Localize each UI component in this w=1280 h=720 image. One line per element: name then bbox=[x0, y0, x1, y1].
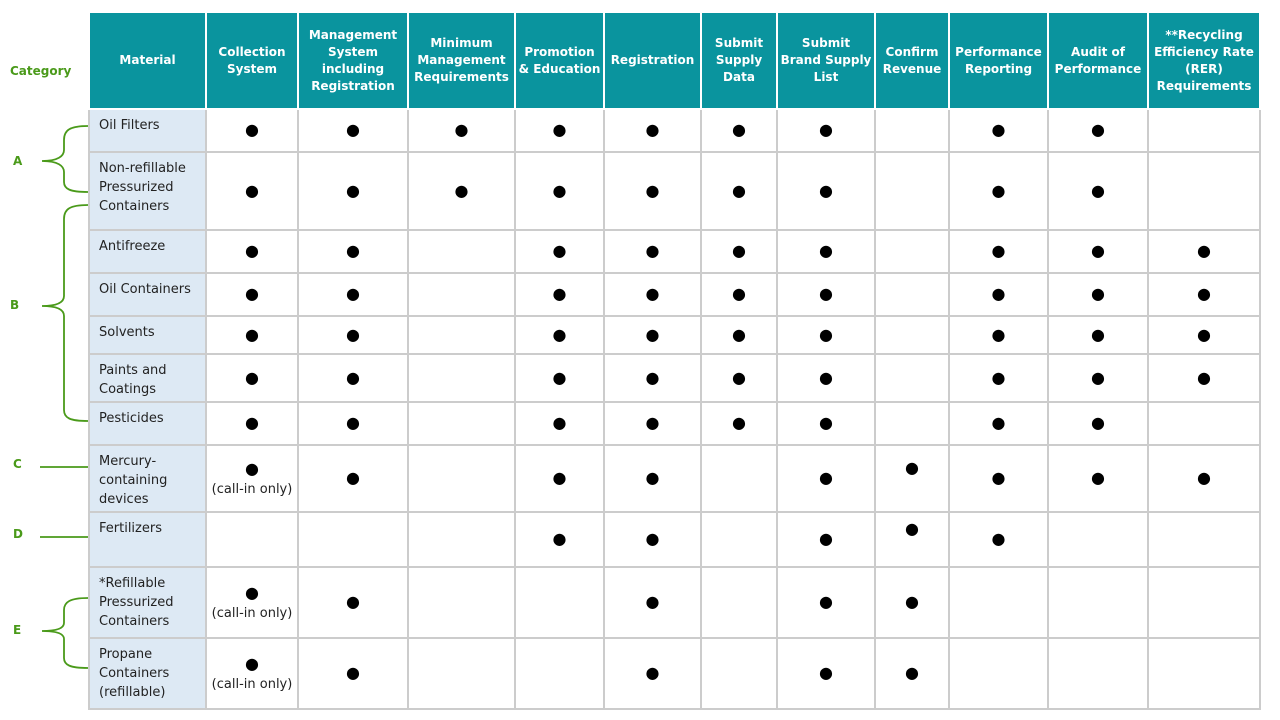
requirement-cell bbox=[875, 402, 949, 445]
category-d-label: D bbox=[13, 527, 23, 541]
bullet-icon: ● bbox=[346, 367, 360, 387]
column-header-7: Submit Brand Supply List bbox=[777, 12, 875, 109]
bullet-icon: ● bbox=[346, 120, 360, 139]
requirement-cell bbox=[515, 230, 604, 273]
requirement-cell bbox=[949, 273, 1048, 316]
bullet-icon: ● bbox=[645, 413, 660, 432]
requirement-cell bbox=[604, 152, 701, 230]
material-name: Oil Containers bbox=[89, 273, 206, 316]
bullet-icon: ● bbox=[346, 180, 360, 200]
requirement-cell bbox=[701, 152, 777, 230]
bullet-icon: ● bbox=[991, 180, 1006, 200]
requirement-cell bbox=[701, 567, 777, 638]
table-row bbox=[89, 445, 1260, 512]
requirement-cell bbox=[949, 230, 1048, 273]
requirement-cell bbox=[949, 445, 1048, 512]
requirement-cell bbox=[604, 316, 701, 354]
header-row bbox=[89, 12, 1260, 109]
bullet-icon: ● bbox=[645, 241, 660, 260]
bullet-icon: ● bbox=[1091, 468, 1105, 487]
table-row bbox=[89, 567, 1260, 638]
requirement-cell bbox=[875, 230, 949, 273]
material-name: Mercury-containing devices bbox=[89, 445, 206, 512]
bullet-icon: ● bbox=[346, 413, 360, 432]
requirement-cell bbox=[1148, 402, 1260, 445]
material-requirements-table bbox=[88, 11, 1261, 710]
bullet-icon: ● bbox=[1091, 120, 1105, 139]
bullet-icon: ● bbox=[245, 458, 259, 478]
bullet-icon: ● bbox=[645, 367, 660, 387]
bullet-icon: ● bbox=[245, 284, 259, 303]
requirement-cell bbox=[949, 109, 1048, 152]
requirement-cell bbox=[206, 567, 298, 638]
bullet-icon: ● bbox=[1091, 241, 1105, 260]
material-name: Non-refillable Pressurized Containers bbox=[89, 152, 206, 230]
requirement-cell bbox=[777, 230, 875, 273]
bullet-icon: ● bbox=[1197, 468, 1211, 487]
bullet-icon: ● bbox=[1091, 180, 1105, 200]
category-c-label: C bbox=[13, 457, 22, 471]
requirement-cell bbox=[206, 445, 298, 512]
column-header-1: Collection System bbox=[206, 12, 298, 109]
requirement-cell bbox=[875, 445, 949, 512]
requirement-cell bbox=[777, 445, 875, 512]
requirement-cell bbox=[875, 354, 949, 402]
table-body bbox=[89, 109, 1260, 709]
requirement-cell bbox=[1048, 445, 1148, 512]
requirement-cell bbox=[604, 230, 701, 273]
bullet-icon: ● bbox=[245, 180, 259, 200]
requirement-cell bbox=[298, 230, 408, 273]
bullet-icon: ● bbox=[1197, 367, 1211, 387]
requirement-cell bbox=[515, 512, 604, 567]
category-b-label: B bbox=[10, 298, 20, 312]
material-name: Solvents bbox=[89, 316, 206, 354]
bullet-icon: ● bbox=[645, 284, 660, 303]
requirement-cell bbox=[875, 152, 949, 230]
requirement-cell bbox=[1148, 273, 1260, 316]
requirement-cell bbox=[777, 512, 875, 567]
bullet-icon: ● bbox=[819, 367, 833, 387]
requirement-cell bbox=[298, 152, 408, 230]
requirement-cell bbox=[1048, 402, 1148, 445]
requirement-cell bbox=[298, 512, 408, 567]
requirement-cell bbox=[298, 316, 408, 354]
requirement-cell bbox=[408, 273, 515, 316]
category-e-label: E bbox=[13, 623, 22, 637]
requirement-cell bbox=[408, 230, 515, 273]
requirement-cell bbox=[1048, 512, 1148, 567]
bullet-icon: ● bbox=[732, 324, 746, 344]
requirement-cell bbox=[777, 109, 875, 152]
bullet-icon: ● bbox=[552, 284, 567, 303]
bullet-icon: ● bbox=[1091, 324, 1105, 344]
requirement-cell bbox=[298, 402, 408, 445]
requirement-cell bbox=[949, 354, 1048, 402]
bullet-icon: ● bbox=[346, 663, 360, 682]
requirement-cell bbox=[408, 512, 515, 567]
category-brackets bbox=[0, 0, 90, 720]
requirement-cell bbox=[408, 402, 515, 445]
requirement-cell bbox=[408, 152, 515, 230]
column-header-5: Registration bbox=[604, 12, 701, 109]
requirement-cell bbox=[1148, 445, 1260, 512]
bullet-icon: ● bbox=[645, 592, 660, 611]
bullet-icon: ● bbox=[552, 413, 567, 432]
requirement-cell bbox=[604, 445, 701, 512]
bracket-a bbox=[42, 126, 88, 192]
requirement-cell bbox=[408, 354, 515, 402]
requirement-cell bbox=[875, 273, 949, 316]
bullet-icon: ● bbox=[991, 367, 1006, 387]
requirement-cell bbox=[1148, 638, 1260, 709]
requirement-cell bbox=[949, 512, 1048, 567]
requirement-cell bbox=[701, 512, 777, 567]
requirement-cell bbox=[1148, 152, 1260, 230]
bullet-icon: ● bbox=[905, 458, 919, 477]
material-name: Propane Containers (refillable) bbox=[89, 638, 206, 709]
column-header-8: Confirm Revenue bbox=[875, 12, 949, 109]
bullet-icon: ● bbox=[905, 519, 919, 538]
bullet-icon: ● bbox=[645, 468, 660, 487]
bracket-e bbox=[42, 598, 88, 668]
bullet-icon: ● bbox=[991, 284, 1006, 303]
bullet-icon: ● bbox=[819, 324, 833, 344]
requirement-cell bbox=[408, 316, 515, 354]
bullet-icon: ● bbox=[991, 324, 1006, 344]
requirement-cell bbox=[408, 567, 515, 638]
requirement-cell bbox=[777, 354, 875, 402]
bullet-icon: ● bbox=[245, 241, 259, 260]
bullet-icon: ● bbox=[819, 284, 833, 303]
table-row bbox=[89, 316, 1260, 354]
material-name: Pesticides bbox=[89, 402, 206, 445]
requirement-cell bbox=[515, 354, 604, 402]
bullet-icon: ● bbox=[819, 663, 833, 682]
bullet-icon: ● bbox=[645, 663, 660, 682]
requirement-cell bbox=[298, 354, 408, 402]
requirement-cell bbox=[777, 638, 875, 709]
requirement-cell bbox=[206, 512, 298, 567]
bullet-icon: ● bbox=[819, 592, 833, 611]
requirement-cell bbox=[206, 402, 298, 445]
bullet-icon: ● bbox=[905, 592, 919, 611]
requirement-cell bbox=[1048, 230, 1148, 273]
requirement-cell bbox=[604, 354, 701, 402]
requirement-cell bbox=[1048, 316, 1148, 354]
bullet-icon: ● bbox=[645, 120, 660, 139]
bullet-icon: ● bbox=[245, 653, 259, 673]
requirement-cell bbox=[1148, 354, 1260, 402]
requirement-cell bbox=[701, 230, 777, 273]
requirement-cell bbox=[875, 512, 949, 567]
table-row bbox=[89, 512, 1260, 567]
requirement-cell bbox=[206, 354, 298, 402]
requirement-cell bbox=[206, 230, 298, 273]
table-row bbox=[89, 273, 1260, 316]
requirement-cell bbox=[206, 109, 298, 152]
requirement-cell bbox=[949, 567, 1048, 638]
bullet-icon: ● bbox=[346, 324, 360, 344]
requirement-cell bbox=[515, 152, 604, 230]
material-name: Paints and Coatings bbox=[89, 354, 206, 402]
bullet-icon: ● bbox=[645, 324, 660, 344]
requirement-cell bbox=[949, 316, 1048, 354]
bullet-icon: ● bbox=[346, 468, 360, 487]
requirement-cell bbox=[298, 109, 408, 152]
bullet-icon: ● bbox=[732, 284, 746, 303]
requirement-cell bbox=[1148, 567, 1260, 638]
requirement-cell bbox=[408, 638, 515, 709]
bullet-icon: ● bbox=[991, 413, 1006, 432]
requirement-cell bbox=[701, 109, 777, 152]
requirement-cell bbox=[515, 402, 604, 445]
bullet-icon: ● bbox=[245, 367, 259, 387]
bullet-icon: ● bbox=[245, 120, 259, 139]
requirement-cell bbox=[1048, 354, 1148, 402]
bullet-icon: ● bbox=[991, 468, 1006, 487]
requirement-cell bbox=[408, 445, 515, 512]
requirement-cell bbox=[875, 316, 949, 354]
requirement-cell bbox=[298, 567, 408, 638]
requirement-cell bbox=[515, 638, 604, 709]
requirement-cell bbox=[701, 445, 777, 512]
bullet-icon: ● bbox=[905, 663, 919, 682]
bullet-icon: ● bbox=[732, 180, 746, 200]
bullet-icon: ● bbox=[1197, 284, 1211, 303]
material-name: *Refillable Pressurized Containers bbox=[89, 567, 206, 638]
table-row bbox=[89, 402, 1260, 445]
bullet-icon: ● bbox=[819, 180, 833, 200]
bullet-icon: ● bbox=[245, 582, 259, 602]
table-row bbox=[89, 152, 1260, 230]
requirement-cell bbox=[1048, 109, 1148, 152]
call-in-note: (call-in only) bbox=[211, 605, 293, 621]
requirement-cell bbox=[515, 109, 604, 152]
material-name: Oil Filters bbox=[89, 109, 206, 152]
category-header: Category bbox=[10, 64, 72, 78]
requirement-cell bbox=[949, 402, 1048, 445]
bullet-icon: ● bbox=[245, 413, 259, 432]
requirement-cell bbox=[777, 567, 875, 638]
requirement-cell bbox=[298, 445, 408, 512]
requirement-cell bbox=[206, 273, 298, 316]
column-header-11: **Recycling Efficiency Rate (RER) Requirements bbox=[1148, 12, 1260, 109]
bullet-icon: ● bbox=[819, 120, 833, 139]
bullet-icon: ● bbox=[454, 120, 469, 139]
requirement-cell bbox=[701, 316, 777, 354]
requirement-cell bbox=[777, 152, 875, 230]
bullet-icon: ● bbox=[552, 120, 567, 139]
requirement-cell bbox=[875, 109, 949, 152]
requirement-cell bbox=[298, 273, 408, 316]
bullet-icon: ● bbox=[552, 367, 567, 387]
requirement-cell bbox=[875, 567, 949, 638]
requirement-cell bbox=[604, 273, 701, 316]
bullet-icon: ● bbox=[552, 468, 567, 487]
column-header-2: Management System including Registration bbox=[298, 12, 408, 109]
requirement-cell bbox=[777, 402, 875, 445]
bullet-icon: ● bbox=[1091, 284, 1105, 303]
bullet-icon: ● bbox=[552, 324, 567, 344]
requirement-cell bbox=[515, 445, 604, 512]
requirement-cell bbox=[701, 354, 777, 402]
bullet-icon: ● bbox=[454, 180, 469, 200]
requirement-cell bbox=[1048, 273, 1148, 316]
bullet-icon: ● bbox=[991, 529, 1006, 548]
column-header-10: Audit of Performance bbox=[1048, 12, 1148, 109]
bullet-icon: ● bbox=[819, 468, 833, 487]
requirement-cell bbox=[206, 316, 298, 354]
requirement-cell bbox=[206, 152, 298, 230]
bullet-icon: ● bbox=[346, 241, 360, 260]
requirement-cell bbox=[604, 512, 701, 567]
bullet-icon: ● bbox=[645, 180, 660, 200]
requirement-cell bbox=[515, 273, 604, 316]
requirement-cell bbox=[515, 567, 604, 638]
bullet-icon: ● bbox=[819, 529, 833, 548]
column-header-3: Minimum Management Requirements bbox=[408, 12, 515, 109]
bullet-icon: ● bbox=[732, 241, 746, 260]
requirement-cell bbox=[949, 152, 1048, 230]
bullet-icon: ● bbox=[732, 413, 746, 432]
category-a-label: A bbox=[13, 154, 23, 168]
table-row bbox=[89, 354, 1260, 402]
column-header-0: Material bbox=[89, 12, 206, 109]
requirement-cell bbox=[777, 273, 875, 316]
call-in-note: (call-in only) bbox=[211, 676, 293, 692]
bullet-icon: ● bbox=[732, 367, 746, 387]
bullet-icon: ● bbox=[346, 284, 360, 303]
requirement-cell bbox=[701, 273, 777, 316]
table-row bbox=[89, 109, 1260, 152]
requirement-cell bbox=[875, 638, 949, 709]
requirement-cell bbox=[1148, 109, 1260, 152]
requirement-cell bbox=[1148, 230, 1260, 273]
requirement-cell bbox=[604, 567, 701, 638]
bullet-icon: ● bbox=[819, 413, 833, 432]
bullet-icon: ● bbox=[346, 592, 360, 611]
column-header-6: Submit Supply Data bbox=[701, 12, 777, 109]
bullet-icon: ● bbox=[1091, 367, 1105, 387]
bullet-icon: ● bbox=[991, 241, 1006, 260]
requirement-cell bbox=[701, 402, 777, 445]
bullet-icon: ● bbox=[1091, 413, 1105, 432]
requirement-cell bbox=[604, 402, 701, 445]
requirement-cell bbox=[298, 638, 408, 709]
table-row bbox=[89, 230, 1260, 273]
bracket-b bbox=[42, 205, 88, 421]
requirement-cell bbox=[1048, 567, 1148, 638]
bullet-icon: ● bbox=[552, 529, 567, 548]
bullet-icon: ● bbox=[552, 180, 567, 200]
material-name: Antifreeze bbox=[89, 230, 206, 273]
requirement-cell bbox=[408, 109, 515, 152]
table-row bbox=[89, 638, 1260, 709]
material-name: Fertilizers bbox=[89, 512, 206, 567]
requirement-cell bbox=[777, 316, 875, 354]
requirement-cell bbox=[1148, 512, 1260, 567]
call-in-note: (call-in only) bbox=[211, 481, 293, 497]
bullet-icon: ● bbox=[552, 241, 567, 260]
requirement-cell bbox=[701, 638, 777, 709]
requirement-cell bbox=[1148, 316, 1260, 354]
bullet-icon: ● bbox=[991, 120, 1006, 139]
requirement-cell bbox=[949, 638, 1048, 709]
bullet-icon: ● bbox=[245, 324, 259, 344]
bullet-icon: ● bbox=[1197, 241, 1211, 260]
requirement-cell bbox=[206, 638, 298, 709]
bullet-icon: ● bbox=[732, 120, 746, 139]
column-header-4: Promotion & Education bbox=[515, 12, 604, 109]
requirement-cell bbox=[515, 316, 604, 354]
bullet-icon: ● bbox=[1197, 324, 1211, 344]
requirement-cell bbox=[604, 109, 701, 152]
bullet-icon: ● bbox=[645, 529, 660, 548]
column-header-9: Performance Reporting bbox=[949, 12, 1048, 109]
bullet-icon: ● bbox=[819, 241, 833, 260]
requirement-cell bbox=[604, 638, 701, 709]
requirement-cell bbox=[1048, 638, 1148, 709]
requirement-cell bbox=[1048, 152, 1148, 230]
